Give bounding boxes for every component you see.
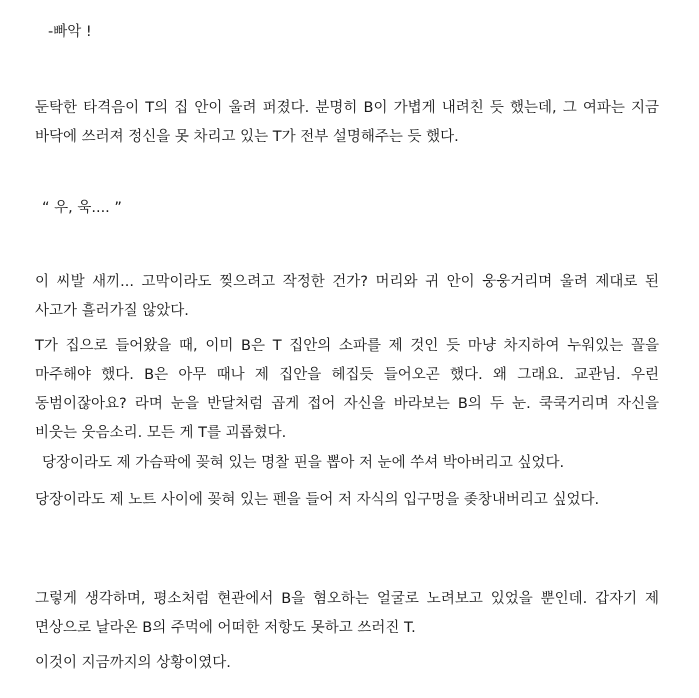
paragraph-thoughts: 이 씨발 새끼... 고막이라도 찢으려고 작정한 건가? 머리와 귀 안이 웅웅거리며 울려 제대로 된 사고가 흘러가질 않았다. bbox=[35, 274, 659, 319]
paragraph-dialogue: “ 우, 욱.... ” bbox=[42, 200, 122, 216]
paragraph-backstory: T가 집으로 들어왔을 때, 이미 B은 T 집안의 소파를 제 것인 듯 마냥 차지하여 누워있는 꼴을 마주해야 했다. B은 아무 때나 제 집안을 헤집듯 들어오곤 했다. 왜 그래요. 교관님. 우린 동범이잖아요? 라며 눈을 반달처럼 곱게 접어 자신을 바라보는 B의 두 눈. 쿡쿡거리며 자신을 비웃는 웃음소리. 모든 게 T를 괴롭혔다. bbox=[35, 338, 659, 441]
paragraph-desire-pen: 당장이라도 제 노트 사이에 꽂혀 있는 펜을 들어 저 자식의 입구멍을 좆창내버리고 싶었다. bbox=[35, 492, 600, 508]
paragraph-desire-pin: 당장이라도 제 가슴팍에 꽂혀 있는 명찰 핀을 뽑아 저 눈에 쑤셔 박아버리고 싶었다. bbox=[42, 455, 565, 471]
paragraph-sound-effect: -빠악 ! bbox=[48, 24, 92, 40]
paragraph-impact: 둔탁한 타격음이 T의 집 안이 울려 퍼졌다. 분명히 B이 가볍게 내려친 듯 했는데, 그 여파는 지금 바닥에 쓰러져 정신을 못 차리고 있는 T가 전부 설명해주는 듯 했다. bbox=[35, 100, 659, 145]
paragraph-punch: 그렇게 생각하며, 평소처럼 현관에서 B을 혐오하는 얼굴로 노려보고 있었을 뿐인데. 갑자기 제 면상으로 날라온 B의 주먹에 어떠한 저항도 못하고 쓰러진 T. bbox=[35, 591, 659, 636]
paragraph-situation: 이것이 지금까지의 상황이였다. bbox=[35, 655, 231, 671]
